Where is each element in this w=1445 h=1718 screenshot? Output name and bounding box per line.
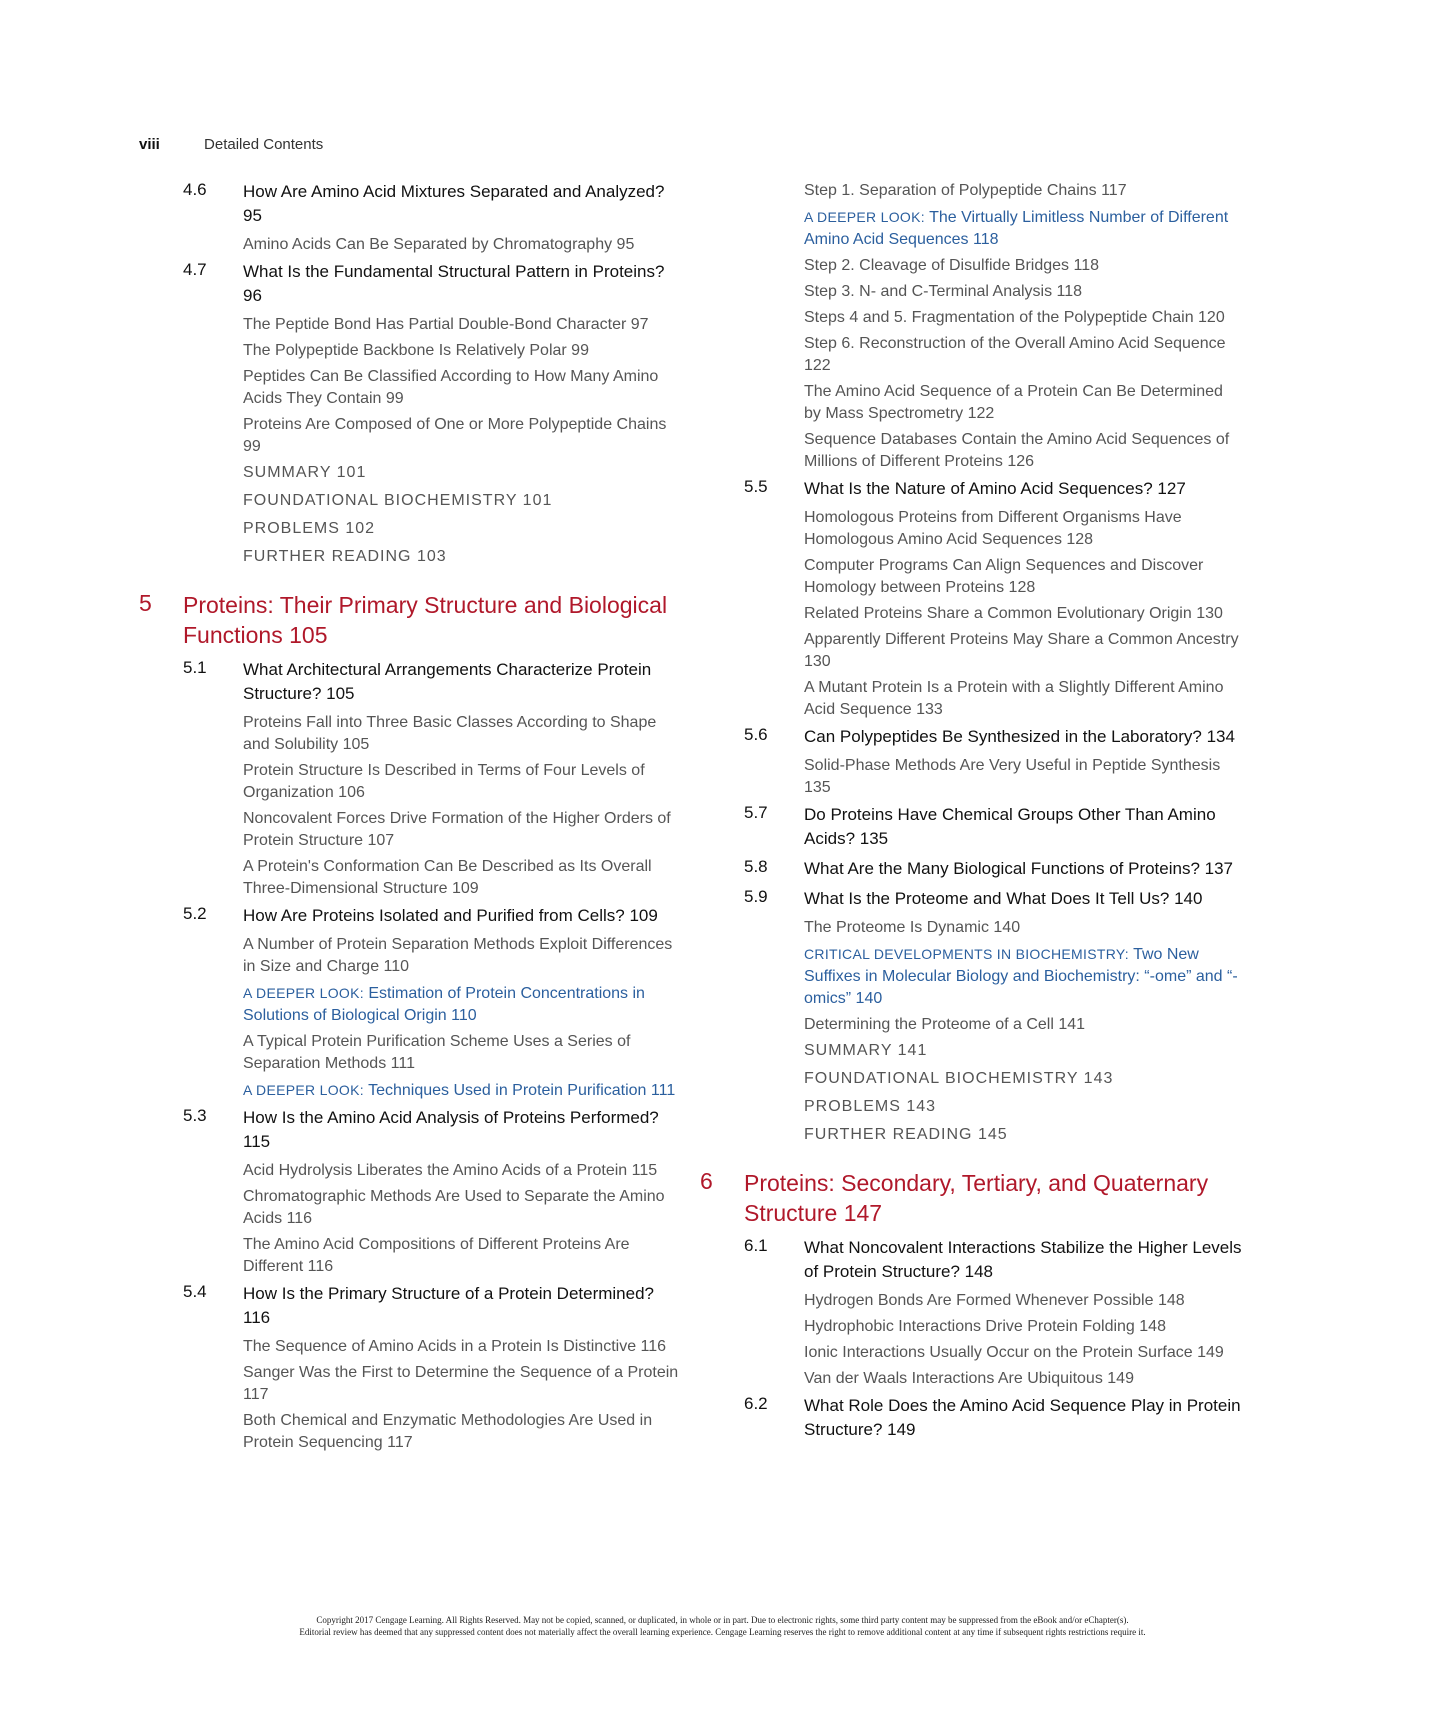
- toc-subsection[interactable]: Step 2. Cleavage of Disulfide Bridges 118: [804, 257, 1099, 274]
- section-title: What Is the Fundamental Structural Pattern in Proteins? 96: [243, 262, 665, 305]
- toc-subsection[interactable]: Sequence Databases Contain the Amino Acid Sequences of Millions of Different Proteins 126: [804, 431, 1230, 470]
- toc-section[interactable]: [139, 1106, 699, 1154]
- toc-subsection[interactable]: The Amino Acid Sequence of a Protein Can Be Determined by Mass Spectrometry 122: [804, 383, 1223, 422]
- toc-section[interactable]: [700, 887, 1260, 911]
- toc-section[interactable]: [139, 658, 699, 706]
- toc-subsection[interactable]: Step 1. Separation of Polypeptide Chains 117: [804, 182, 1127, 199]
- chapter-title: Proteins: Secondary, Tertiary, and Quaternary Structure 147: [744, 1170, 1209, 1226]
- toc-feature-box[interactable]: [243, 982, 683, 1027]
- toc-subsection[interactable]: Hydrophobic Interactions Drive Protein Folding 148: [804, 1318, 1166, 1335]
- toc-subsection[interactable]: Steps 4 and 5. Fragmentation of the Polypeptide Chain 120: [804, 309, 1225, 326]
- toc-end-matter[interactable]: SUMMARY 101: [243, 464, 367, 481]
- toc-end-matter[interactable]: FOUNDATIONAL BIOCHEMISTRY 143: [804, 1070, 1114, 1087]
- toc-section[interactable]: [700, 1394, 1260, 1442]
- feature-title: Estimation of Protein Concentrations in Solutions of Biological Origin 110: [243, 985, 645, 1024]
- toc-end-matter[interactable]: PROBLEMS 143: [804, 1098, 937, 1115]
- section-number: 4.6: [183, 180, 207, 199]
- copyright-line-2: Editorial review has deemed that any suppressed content does not materially affect the overall learning experience. Cengage Learning reserves the right to remove additional content at any time if subsequent rights restrictions require it.: [299, 1627, 1146, 1637]
- toc-right-column: [700, 180, 1260, 1448]
- toc-section[interactable]: [700, 803, 1260, 851]
- toc-subsection[interactable]: Van der Waals Interactions Are Ubiquitous 149: [804, 1370, 1134, 1387]
- toc-feature-box[interactable]: [804, 943, 1244, 1010]
- section-number: 5.3: [183, 1106, 207, 1125]
- toc-section[interactable]: [139, 260, 699, 308]
- toc-subsection[interactable]: A Number of Protein Separation Methods Exploit Differences in Size and Charge 110: [243, 936, 673, 975]
- chapter-number: 5: [139, 590, 152, 616]
- toc-subsection[interactable]: Acid Hydrolysis Liberates the Amino Acids of a Protein 115: [243, 1162, 658, 1179]
- section-title: What Are the Many Biological Functions of Proteins? 137: [804, 859, 1234, 878]
- toc-end-matter[interactable]: FOUNDATIONAL BIOCHEMISTRY 101: [243, 492, 553, 509]
- feature-tag: A DEEPER LOOK:: [804, 209, 925, 225]
- toc-section[interactable]: [139, 180, 699, 228]
- feature-tag: A DEEPER LOOK:: [243, 985, 364, 1001]
- toc-section[interactable]: [700, 1236, 1260, 1284]
- section-title: What Noncovalent Interactions Stabilize the Higher Levels of Protein Structure? 148: [804, 1238, 1242, 1281]
- toc-left-column: [139, 180, 699, 1458]
- toc-section[interactable]: [700, 725, 1260, 749]
- copyright-line-1: Copyright 2017 Cengage Learning. All Rights Reserved. May not be copied, scanned, or duplicated, in whole or in part. Due to electronic rights, some third party content may be suppressed from the eBook and/or eChapter(s).: [316, 1615, 1129, 1625]
- section-title: What Role Does the Amino Acid Sequence Play in Protein Structure? 149: [804, 1396, 1241, 1439]
- toc-subsection[interactable]: A Typical Protein Purification Scheme Uses a Series of Separation Methods 111: [243, 1033, 631, 1072]
- toc-subsection[interactable]: Step 3. N- and C-Terminal Analysis 118: [804, 283, 1083, 300]
- toc-subsection[interactable]: Ionic Interactions Usually Occur on the Protein Surface 149: [804, 1344, 1224, 1361]
- toc-subsection[interactable]: Determining the Proteome of a Cell 141: [804, 1016, 1086, 1033]
- toc-subsection[interactable]: Chromatographic Methods Are Used to Separate the Amino Acids 116: [243, 1188, 665, 1227]
- section-number: 4.7: [183, 260, 207, 279]
- feature-title: Two New Suffixes in Molecular Biology and Biochemistry: “-ome” and “-omics” 140: [804, 946, 1238, 1007]
- toc-subsection[interactable]: Noncovalent Forces Drive Formation of the Higher Orders of Protein Structure 107: [243, 810, 671, 849]
- running-title: Detailed Contents: [204, 136, 324, 153]
- feature-title: The Virtually Limitless Number of Different Amino Acid Sequences 118: [804, 209, 1229, 248]
- section-title: What Architectural Arrangements Characterize Protein Structure? 105: [243, 660, 652, 703]
- toc-end-matter[interactable]: FURTHER READING 145: [804, 1126, 1008, 1143]
- feature-tag: A DEEPER LOOK:: [243, 1082, 364, 1098]
- feature-title: Techniques Used in Protein Purification 111: [363, 1082, 676, 1099]
- toc-end-matter[interactable]: FURTHER READING 103: [243, 548, 447, 565]
- section-title: How Is the Primary Structure of a Protein Determined? 116: [243, 1284, 654, 1327]
- toc-subsection[interactable]: Sanger Was the First to Determine the Sequence of a Protein 117: [243, 1364, 679, 1403]
- toc-end-matter[interactable]: PROBLEMS 102: [243, 520, 376, 537]
- toc-subsection[interactable]: The Proteome Is Dynamic 140: [804, 919, 1021, 936]
- toc-subsection[interactable]: Computer Programs Can Align Sequences and Discover Homology between Proteins 128: [804, 557, 1204, 596]
- section-title: Do Proteins Have Chemical Groups Other Than Amino Acids? 135: [804, 805, 1216, 848]
- toc-section[interactable]: [139, 904, 699, 928]
- toc-subsection[interactable]: Homologous Proteins from Different Organisms Have Homologous Amino Acid Sequences 128: [804, 509, 1182, 548]
- section-title: Can Polypeptides Be Synthesized in the Laboratory? 134: [804, 727, 1235, 746]
- toc-subsection[interactable]: Hydrogen Bonds Are Formed Whenever Possible 148: [804, 1292, 1185, 1309]
- page-number: viii: [139, 136, 160, 153]
- section-number: 6.2: [744, 1394, 768, 1413]
- toc-subsection[interactable]: Both Chemical and Enzymatic Methodologies Are Used in Protein Sequencing 117: [243, 1412, 653, 1451]
- toc-subsection[interactable]: Amino Acids Can Be Separated by Chromatography 95: [243, 236, 635, 253]
- feature-tag: CRITICAL DEVELOPMENTS IN BIOCHEMISTRY:: [804, 946, 1129, 962]
- toc-subsection[interactable]: The Polypeptide Backbone Is Relatively Polar 99: [243, 342, 589, 359]
- toc-subsection[interactable]: Protein Structure Is Described in Terms of Four Levels of Organization 106: [243, 762, 645, 801]
- toc-subsection[interactable]: Proteins Are Composed of One or More Polypeptide Chains 99: [243, 416, 667, 455]
- toc-feature-box[interactable]: [804, 206, 1244, 251]
- section-title: How Is the Amino Acid Analysis of Proteins Performed? 115: [243, 1108, 659, 1151]
- section-number: 6.1: [744, 1236, 768, 1255]
- copyright-footer: [0, 1614, 1445, 1638]
- section-number: 5.2: [183, 904, 207, 923]
- toc-subsection[interactable]: Related Proteins Share a Common Evolutionary Origin 130: [804, 605, 1223, 622]
- section-title: How Are Amino Acid Mixtures Separated and Analyzed? 95: [243, 182, 665, 225]
- section-number: 5.8: [744, 857, 768, 876]
- toc-subsection[interactable]: The Amino Acid Compositions of Different Proteins Are Different 116: [243, 1236, 630, 1275]
- toc-subsection[interactable]: A Mutant Protein Is a Protein with a Slightly Different Amino Acid Sequence 133: [804, 679, 1224, 718]
- section-title: How Are Proteins Isolated and Purified from Cells? 109: [243, 906, 658, 925]
- toc-subsection[interactable]: Proteins Fall into Three Basic Classes According to Shape and Solubility 105: [243, 714, 657, 753]
- section-title: What Is the Nature of Amino Acid Sequences? 127: [804, 479, 1186, 498]
- toc-chapter[interactable]: [139, 590, 699, 650]
- toc-subsection[interactable]: A Protein's Conformation Can Be Described as Its Overall Three-Dimensional Structure 109: [243, 858, 652, 897]
- toc-feature-box[interactable]: [243, 1079, 683, 1102]
- toc-subsection[interactable]: The Sequence of Amino Acids in a Protein Is Distinctive 116: [243, 1338, 667, 1355]
- toc-end-matter[interactable]: SUMMARY 141: [804, 1042, 928, 1059]
- toc-subsection[interactable]: Step 6. Reconstruction of the Overall Amino Acid Sequence 122: [804, 335, 1226, 374]
- toc-subsection[interactable]: Apparently Different Proteins May Share a Common Ancestry 130: [804, 631, 1239, 670]
- toc-subsection[interactable]: Peptides Can Be Classified According to How Many Amino Acids They Contain 99: [243, 368, 659, 407]
- section-number: 5.5: [744, 477, 768, 496]
- section-number: 5.9: [744, 887, 768, 906]
- toc-section[interactable]: [700, 477, 1260, 501]
- toc-subsection[interactable]: Solid-Phase Methods Are Very Useful in Peptide Synthesis 135: [804, 757, 1221, 796]
- section-number: 5.4: [183, 1282, 207, 1301]
- chapter-title: Proteins: Their Primary Structure and Biological Functions 105: [183, 592, 668, 648]
- section-number: 5.1: [183, 658, 207, 677]
- section-number: 5.7: [744, 803, 768, 822]
- toc-section[interactable]: [700, 857, 1260, 881]
- toc-section[interactable]: [139, 1282, 699, 1330]
- running-head: [139, 136, 323, 153]
- section-title: What Is the Proteome and What Does It Tell Us? 140: [804, 889, 1203, 908]
- section-number: 5.6: [744, 725, 768, 744]
- chapter-number: 6: [700, 1168, 713, 1194]
- toc-subsection[interactable]: The Peptide Bond Has Partial Double-Bond Character 97: [243, 316, 649, 333]
- toc-chapter[interactable]: [700, 1168, 1260, 1228]
